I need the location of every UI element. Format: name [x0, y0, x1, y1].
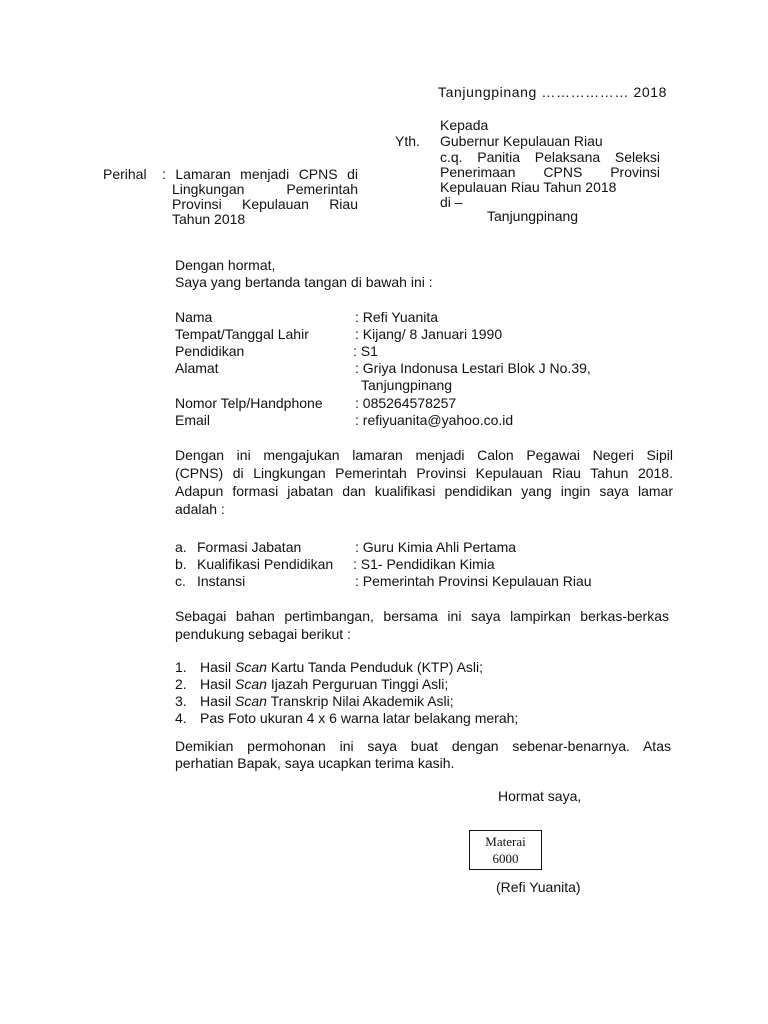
identity-row	[175, 395, 635, 412]
attachment-text-pre: Hasil	[200, 693, 236, 709]
attachment-item	[175, 659, 635, 676]
attachment-text-pre: Hasil	[200, 659, 236, 675]
perihal-line: Tahun 2018	[172, 211, 246, 227]
identity-value: : Kijang/ 8 Januari 1990	[355, 326, 503, 342]
attachment-text-pre: Pas Foto ukuran 4 x 6 warna latar belakang merah;	[200, 710, 519, 726]
formasi-row	[175, 556, 635, 573]
attachment-text	[200, 676, 448, 693]
materai-value: 6000	[492, 851, 519, 866]
identity-row	[175, 343, 635, 360]
signoff: Hormat saya,	[498, 788, 582, 804]
attachment-item	[175, 676, 635, 693]
attachment-text-post: Transkrip Nilai Akademik Asli;	[266, 693, 454, 709]
signer-name: (Refi Yuanita)	[496, 879, 581, 895]
formasi-marker: a.	[175, 539, 187, 555]
formasi-label: Kualifikasi Pendidikan	[197, 556, 334, 572]
formasi-marker: c.	[175, 573, 186, 589]
identity-label: Alamat	[175, 360, 219, 376]
paragraph-line: Sebagai bahan pertimbangan, bersama ini saya lampirkan berkas-berkas	[175, 608, 669, 624]
perihal-line: Provinsi Kepulauan Riau	[172, 196, 358, 212]
identity-label: Tempat/Tanggal Lahir	[175, 326, 309, 342]
attachment-text-post: Ijazah Perguruan Tinggi Asli;	[266, 676, 449, 692]
identity-value: : refiyuanita@yahoo.co.id	[355, 412, 514, 428]
recipient-line: Gubernur Kepulauan Riau	[440, 133, 603, 149]
recipient-line: c.q. Panitia Pelaksana Seleksi	[440, 149, 660, 165]
recipient-line: di –	[440, 194, 463, 210]
identity-label: Email	[175, 412, 211, 428]
attachment-text	[200, 659, 483, 676]
identity-label: Nomor Telp/Handphone	[175, 395, 323, 411]
identity-row	[175, 326, 635, 343]
identity-row	[175, 360, 635, 377]
paragraph-line: Dengan ini mengajukan lamaran menjadi Calon Pegawai Negeri Sipil	[175, 447, 673, 463]
perihal-line: Lingkungan Pemerintah	[172, 181, 358, 197]
recipient-line: Penerimaan CPNS Provinsi	[440, 164, 660, 180]
recipient-kepada: Kepada	[440, 117, 489, 133]
formasi-value: : Guru Kimia Ahli Pertama	[355, 539, 517, 555]
paragraph-line: adalah :	[175, 501, 225, 517]
paragraph-line: pendukung sebagai berikut :	[175, 626, 351, 642]
identity-value: : 085264578257	[355, 395, 457, 411]
formasi-row	[175, 573, 635, 590]
attachment-item	[175, 693, 635, 710]
identity-row	[175, 309, 635, 326]
paragraph-line: Adapun formasi jabatan dan kualifikasi pendidikan yang ingin saya lamar	[175, 483, 673, 499]
attachment-text-pre: Hasil	[200, 676, 236, 692]
perihal-label: Perihal	[103, 166, 147, 182]
formasi-marker: b.	[175, 556, 187, 572]
attachment-text	[200, 710, 518, 727]
identity-value: Tanjungpinang	[361, 377, 453, 393]
date-line: Tanjungpinang ……………… 2018	[438, 84, 668, 100]
identity-label: Pendidikan	[175, 343, 245, 359]
formasi-label: Formasi Jabatan	[197, 539, 302, 555]
formasi-value: : Pemerintah Provinsi Kepulauan Riau	[355, 573, 592, 589]
attachment-number: 2.	[175, 676, 187, 692]
formasi-row	[175, 539, 635, 556]
formasi-value: : S1- Pendidikan Kimia	[353, 556, 495, 572]
attachment-text-post: Kartu Tanda Penduduk (KTP) Asli;	[266, 659, 484, 675]
materai-label: Materai	[485, 834, 526, 849]
materai-stamp-box	[469, 830, 542, 870]
attachment-number: 1.	[175, 659, 187, 675]
paragraph-line: (CPNS) di Lingkungan Pemerintah Provinsi Kepulauan Riau Tahun 2018.	[175, 465, 673, 481]
attachment-text-em: Scan	[235, 693, 267, 709]
attachment-number: 3.	[175, 693, 187, 709]
closing-line: perhatian Bapak, saya ucapkan terima kasih.	[175, 755, 455, 771]
attachment-text-em: Scan	[235, 676, 267, 692]
closing-line: Demikian permohonan ini saya buat dengan sebenar-benarnya. Atas	[175, 738, 671, 754]
greeting: Dengan hormat,	[175, 257, 276, 273]
attachment-text	[200, 693, 454, 710]
identity-value: : Refi Yuanita	[355, 309, 439, 325]
recipient-line: Kepulauan Riau Tahun 2018	[440, 179, 617, 195]
identity-row	[175, 412, 635, 429]
identity-value: : Griya Indonusa Lestari Blok J No.39,	[355, 360, 591, 376]
attachment-number: 4.	[175, 710, 187, 726]
attachment-text-em: Scan	[235, 659, 267, 675]
recipient-yth: Yth.	[395, 133, 420, 149]
attachment-item	[175, 710, 635, 727]
intro-text: Saya yang bertanda tangan di bawah ini :	[175, 274, 433, 290]
identity-value: : S1	[353, 343, 378, 359]
formasi-label: Instansi	[197, 573, 246, 589]
identity-label: Nama	[175, 309, 213, 325]
perihal-line: : Lamaran menjadi CPNS di	[162, 166, 358, 182]
recipient-city: Tanjungpinang	[487, 208, 579, 224]
identity-row	[175, 377, 635, 394]
